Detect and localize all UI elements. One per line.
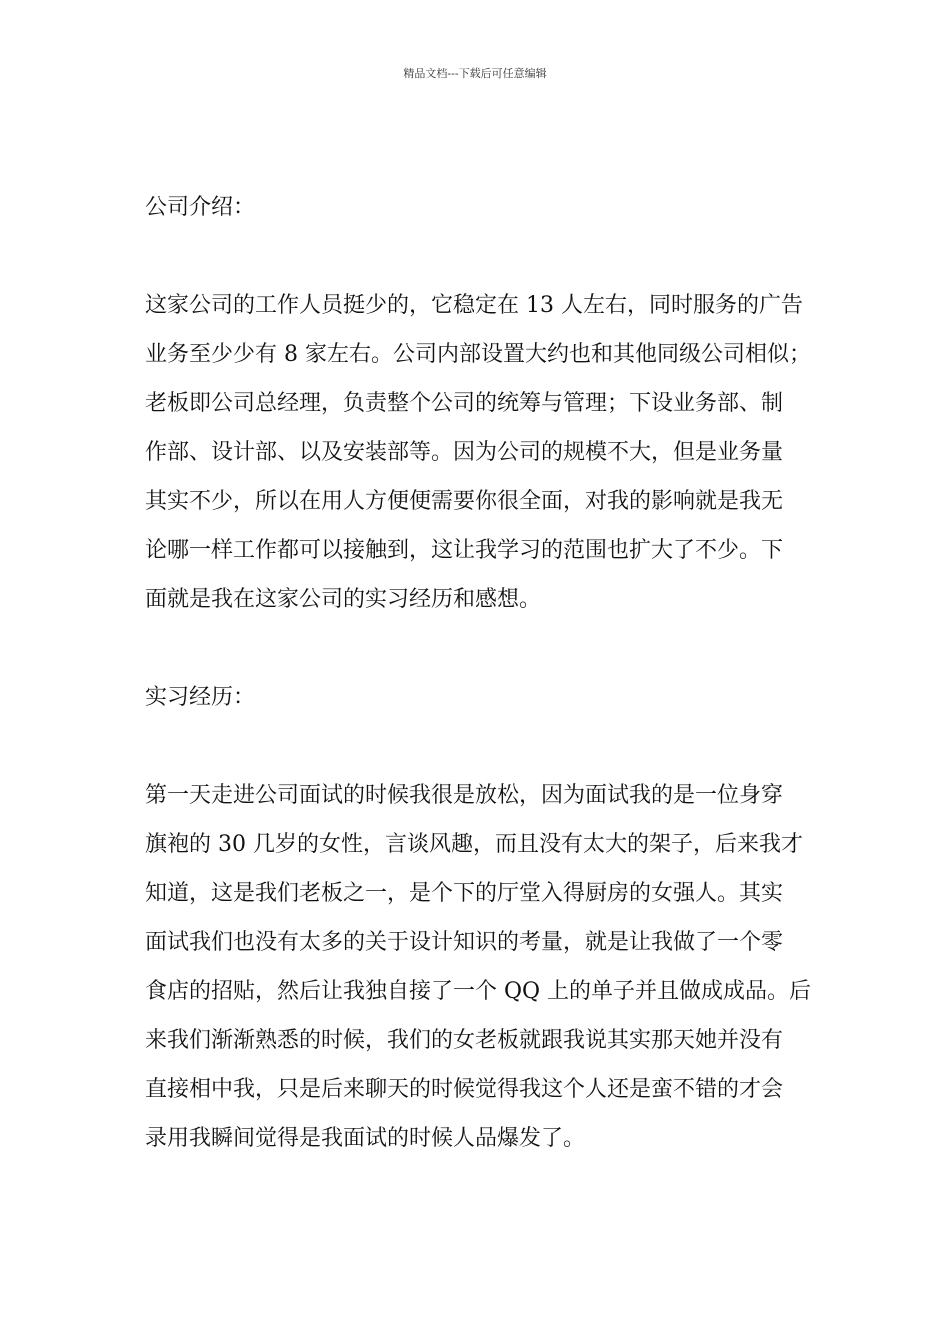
- text-line: 食店的招贴，然后让我独自接了一个 QQ 上的单子并且做成成品。后: [145, 979, 812, 1004]
- section-heading-company-intro: 公司介绍：: [145, 195, 256, 220]
- paragraph-internship: [145, 771, 825, 1163]
- text-line: 面就是我在这家公司的实习经历和感想。: [145, 587, 542, 612]
- text-line: 知道，这是我们老板之一，是个下的厅堂入得厨房的女强人。其实: [145, 881, 784, 906]
- text-line: 业务至少少有 8 家左右。公司内部设置大约也和其他同级公司相似；: [145, 342, 811, 367]
- text-line: 作部、设计部、以及安装部等。因为公司的规模不大，但是业务量: [145, 440, 784, 465]
- text-line: 直接相中我，只是后来聊天的时候觉得我这个人还是蛮不错的才会: [145, 1077, 784, 1102]
- text-line: 旗袍的 30 几岁的女性，言谈风趣，而且没有太大的架子，后来我才: [145, 832, 803, 857]
- paragraph-gap: [145, 232, 825, 281]
- document-body: [145, 183, 825, 1163]
- text-line: 录用我瞬间觉得是我面试的时候人品爆发了。: [145, 1126, 586, 1151]
- text-line: 论哪一样工作都可以接触到，这让我学习的范围也扩大了不少。下: [145, 538, 784, 563]
- section-heading-internship: 实习经历：: [145, 685, 256, 710]
- paragraph-gap: [145, 624, 825, 673]
- text-line: 第一天走进公司面试的时候我很是放松，因为面试我的是一位身穿: [145, 783, 784, 808]
- paragraph-company-intro: [145, 281, 825, 624]
- text-line: 来我们渐渐熟悉的时候，我们的女老板就跟我说其实那天她并没有: [145, 1028, 784, 1053]
- paragraph-gap: [145, 722, 825, 771]
- text-line: 这家公司的工作人员挺少的，它稳定在 13 人左右，同时服务的广告: [145, 293, 803, 318]
- text-line: 老板即公司总经理，负责整个公司的统筹与管理；下设业务部、制: [145, 391, 784, 416]
- text-line: 其实不少，所以在用人方便便需要你很全面，对我的影响就是我无: [145, 489, 784, 514]
- text-line: 面试我们也没有太多的关于设计知识的考量，就是让我做了一个零: [145, 930, 784, 955]
- page-header: 精品文档---下载后可任意编辑: [403, 67, 547, 80]
